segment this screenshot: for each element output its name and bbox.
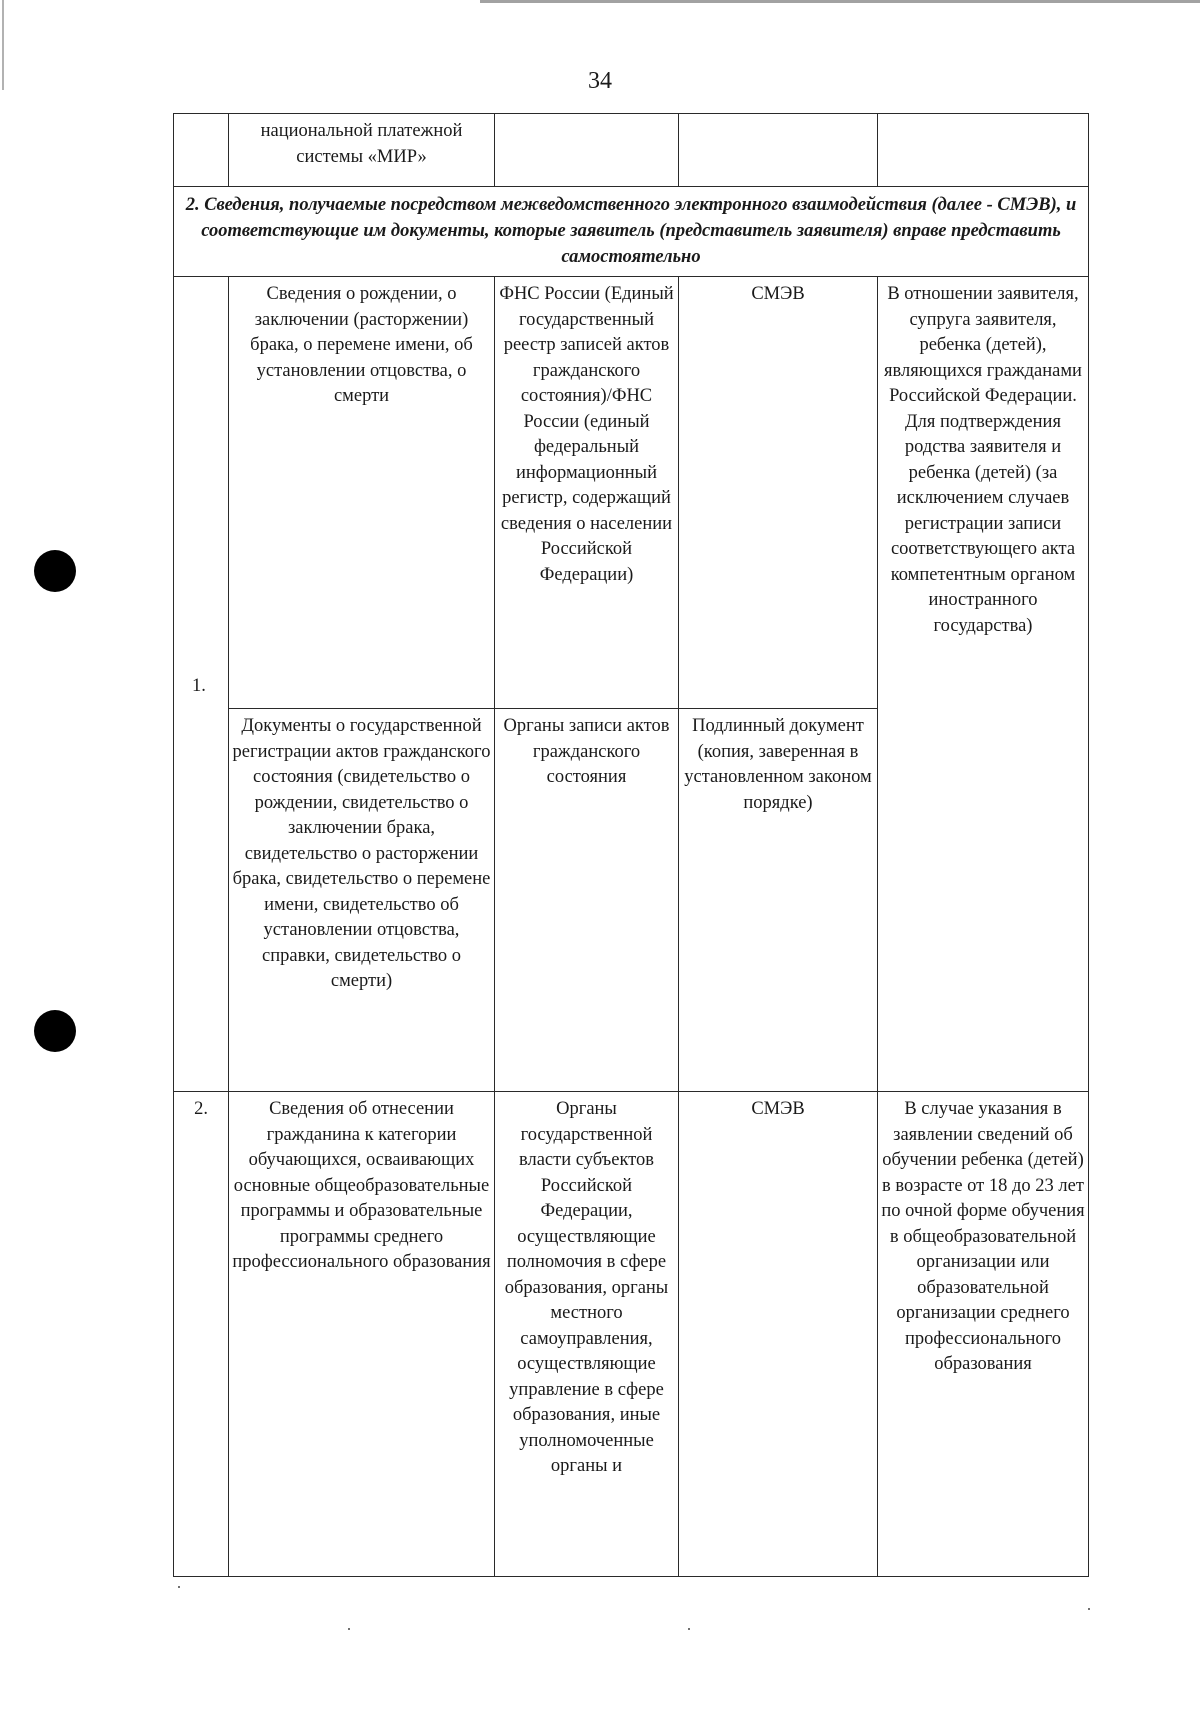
scan-speck xyxy=(1088,1608,1090,1610)
scan-speck xyxy=(178,1586,180,1588)
info-cell: национальной платежной системы «МИР» xyxy=(229,114,495,187)
punch-hole xyxy=(34,1010,76,1052)
section-heading: 2. Сведения, получаемые посредством межведомственного электронного взаимодействия (далее - СМЭВ), и соответствующие им документы, которые заявитель (представитель заявителя) вправе представить самостоятельно xyxy=(174,187,1089,277)
note-cell: В отношении заявителя, супруга заявителя, ребенка (детей), являющихся гражданами Российской Федерации. Для подтверждения родства заявителя и ребенка (детей) (за исключением случаев регистрации записи соответствующего акта компетентным органом иностранного государства) xyxy=(878,277,1089,1092)
note-cell: В случае указания в заявлении сведений об обучении ребенка (детей) в возрасте от 18 до 23 лет по очной форме обучения в общеобразовательной организации или образовательной организации среднего профессионального образования xyxy=(878,1092,1089,1577)
scan-speck xyxy=(348,1628,350,1630)
table-row xyxy=(174,1092,1089,1577)
row-number-cell: 1. xyxy=(174,277,229,1092)
table-row xyxy=(174,187,1089,277)
method-cell: Подлинный документ (копия, заверенная в установленном законом порядке) xyxy=(679,709,878,1092)
table-row xyxy=(174,277,1089,709)
scan-artifact-top xyxy=(0,0,1200,3)
scan-speck xyxy=(688,1628,690,1630)
row-number-cell xyxy=(174,114,229,187)
source-cell xyxy=(495,114,679,187)
source-cell: Органы записи актов гражданского состояния xyxy=(495,709,679,1092)
info-cell: Сведения о рождении, о заключении (расторжении) брака, о перемене имени, об установлении отцовства, о смерти xyxy=(229,277,495,709)
method-cell: СМЭВ xyxy=(679,277,878,709)
punch-hole xyxy=(34,550,76,592)
info-cell: Документы о государственной регистрации актов гражданского состояния (свидетельство о рождении, свидетельство о заключении брака, свидетельство о расторжении брака, свидетельство о перемене имени, свидетельство об установлении отцовства, справки, свидетельство о смерти) xyxy=(229,709,495,1092)
table-row xyxy=(174,114,1089,187)
method-cell: СМЭВ xyxy=(679,1092,878,1577)
note-cell xyxy=(878,114,1089,187)
row-number-cell: 2. xyxy=(174,1092,229,1577)
document-table xyxy=(173,113,1089,1577)
method-cell xyxy=(679,114,878,187)
source-cell: Органы государственной власти субъектов Российской Федерации, осуществляющие полномочия в сфере образования, органы местного самоуправления, осуществляющие управление в сфере образования, иные уполномоченные органы и xyxy=(495,1092,679,1577)
source-cell: ФНС России (Единый государственный реестр записей актов гражданского состояния)/ФНС России (единый федеральный информационный регистр, содержащий сведения о населении Российской Федерации) xyxy=(495,277,679,709)
info-cell: Сведения об отнесении гражданина к категории обучающихся, осваивающих основные общеобразовательные программы и образовательные программы среднего профессионального образования xyxy=(229,1092,495,1577)
page-number: 34 xyxy=(588,68,612,94)
